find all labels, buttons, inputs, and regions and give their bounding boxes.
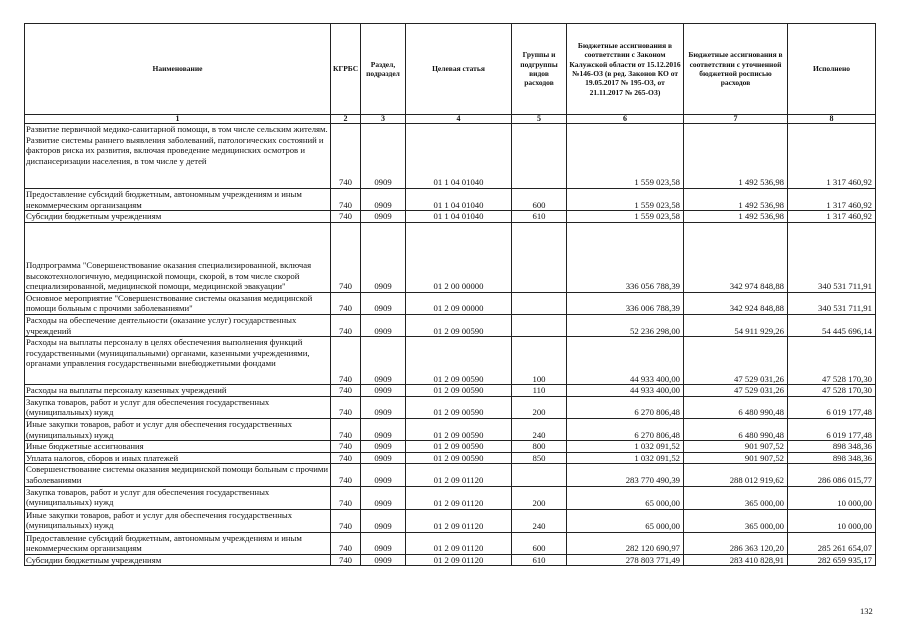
table-cell-refined: 6 480 990,48 (684, 418, 788, 440)
table-cell-name: Развитие первичной медико-санитарной помощи, в том числе сельским жителям. Развитие системы раннего выявления заболеваний, патологических состояний и факторов риска их развития, включая проведение медицинских осмотров и диспансеризации населения, в том числе у детей (25, 124, 331, 189)
table-row (25, 452, 876, 464)
table-cell-refined: 6 480 990,48 (684, 396, 788, 418)
table-cell-law: 44 933 400,00 (567, 337, 684, 385)
header-refined: Бюджетные ассигнования в соответствии с уточненной бюджетной росписью расходов (684, 24, 788, 115)
table-cell-law: 65 000,00 (567, 486, 684, 509)
table-cell-target: 01 1 04 01040 (406, 124, 512, 189)
table-row (25, 385, 876, 397)
table-cell-kgrbs: 740 (331, 385, 361, 397)
table-cell-section: 0909 (361, 189, 406, 211)
table-cell-law: 6 270 806,48 (567, 418, 684, 440)
column-index: 4 (406, 115, 512, 124)
table-cell-name: Предоставление субсидий бюджетным, автономным учреждениям и иным некоммерческим организациям (25, 532, 331, 554)
table-cell-executed: 54 445 696,14 (788, 314, 876, 336)
table-cell-executed: 47 528 170,30 (788, 385, 876, 397)
header-section: Раздел, подраздел (361, 24, 406, 115)
table-cell-section: 0909 (361, 314, 406, 336)
table-row (25, 509, 876, 532)
table-cell-kgrbs: 740 (331, 486, 361, 509)
table-cell-name: Расходы на выплаты персоналу в целях обеспечения выполнения функций государственными (муниципальными) органами, казенными учреждениями, органами управления государственными внебюджетными фондами (25, 337, 331, 385)
column-index-row (25, 115, 876, 124)
table-cell-kgrbs: 740 (331, 314, 361, 336)
header-kgrbs: КГРБС (331, 24, 361, 115)
table-cell-group: 850 (512, 452, 567, 464)
column-index: 1 (25, 115, 331, 124)
table-cell-law: 1 559 023,58 (567, 211, 684, 223)
table-cell-name: Субсидии бюджетным учреждениям (25, 554, 331, 566)
table-cell-refined: 901 907,52 (684, 452, 788, 464)
table-cell-name: Совершенствование системы оказания медицинской помощи больным с прочими заболеваниями (25, 464, 331, 486)
table-cell-kgrbs: 740 (331, 441, 361, 453)
table-cell-section: 0909 (361, 441, 406, 453)
table-cell-target: 01 2 09 00590 (406, 441, 512, 453)
table-row (25, 396, 876, 418)
table-cell-name: Расходы на выплаты персоналу казенных учреждений (25, 385, 331, 397)
table-cell-name: Расходы на обеспечение деятельности (оказание услуг) государственных учреждений (25, 314, 331, 336)
table-cell-kgrbs: 740 (331, 532, 361, 554)
table-cell-group (512, 464, 567, 486)
table-cell-group: 100 (512, 337, 567, 385)
table-cell-target: 01 2 09 01120 (406, 554, 512, 566)
table-row (25, 486, 876, 509)
table-cell-group: 240 (512, 509, 567, 532)
table-cell-executed: 6 019 177,48 (788, 418, 876, 440)
table-row (25, 554, 876, 566)
table-cell-refined: 54 911 929,26 (684, 314, 788, 336)
table-cell-kgrbs: 740 (331, 124, 361, 189)
table-cell-name: Иные закупки товаров, работ и услуг для обеспечения государственных (муниципальных) нужд (25, 509, 331, 532)
table-header-row (25, 24, 876, 115)
budget-table (24, 23, 876, 566)
column-index: 5 (512, 115, 567, 124)
table-cell-target: 01 2 09 00590 (406, 418, 512, 440)
table-cell-law: 1 032 091,52 (567, 441, 684, 453)
table-cell-kgrbs: 740 (331, 292, 361, 314)
table-cell-kgrbs: 740 (331, 452, 361, 464)
column-index: 8 (788, 115, 876, 124)
table-row (25, 222, 876, 292)
header-executed: Исполнено (788, 24, 876, 115)
table-cell-kgrbs: 740 (331, 554, 361, 566)
table-cell-name: Закупка товаров, работ и услуг для обеспечения государственных (муниципальных) нужд (25, 486, 331, 509)
table-cell-executed: 340 531 711,91 (788, 292, 876, 314)
table-cell-law: 1 559 023,58 (567, 189, 684, 211)
table-row (25, 337, 876, 385)
table-cell-name: Уплата налогов, сборов и иных платежей (25, 452, 331, 464)
table-cell-kgrbs: 740 (331, 337, 361, 385)
table-cell-executed: 1 317 460,92 (788, 211, 876, 223)
table-cell-refined: 365 000,00 (684, 509, 788, 532)
table-cell-group (512, 314, 567, 336)
table-cell-kgrbs: 740 (331, 189, 361, 211)
table-cell-law: 282 120 690,97 (567, 532, 684, 554)
table-cell-target: 01 2 09 00590 (406, 385, 512, 397)
table-cell-refined: 283 410 828,91 (684, 554, 788, 566)
table-cell-refined: 365 000,00 (684, 486, 788, 509)
table-cell-section: 0909 (361, 532, 406, 554)
table-cell-group: 200 (512, 396, 567, 418)
table-cell-group: 200 (512, 486, 567, 509)
table-row (25, 314, 876, 336)
table-cell-kgrbs: 740 (331, 211, 361, 223)
table-cell-executed: 282 659 935,17 (788, 554, 876, 566)
table-cell-target: 01 2 09 01120 (406, 532, 512, 554)
column-index: 2 (331, 115, 361, 124)
table-cell-group: 610 (512, 554, 567, 566)
table-cell-law: 1 559 023,58 (567, 124, 684, 189)
table-row (25, 532, 876, 554)
table-cell-executed: 286 086 015,77 (788, 464, 876, 486)
table-cell-executed: 47 528 170,30 (788, 337, 876, 385)
table-cell-section: 0909 (361, 452, 406, 464)
column-index: 3 (361, 115, 406, 124)
page-number: 132 (860, 606, 873, 616)
table-cell-name: Предоставление субсидий бюджетным, автономным учреждениям и иным некоммерческим организациям (25, 189, 331, 211)
table-cell-target: 01 2 09 01120 (406, 486, 512, 509)
table-cell-group (512, 292, 567, 314)
table-cell-name: Закупка товаров, работ и услуг для обеспечения государственных (муниципальных) нужд (25, 396, 331, 418)
table-body (25, 124, 876, 566)
table-cell-group: 110 (512, 385, 567, 397)
table-cell-kgrbs: 740 (331, 464, 361, 486)
table-cell-section: 0909 (361, 554, 406, 566)
table-row (25, 418, 876, 440)
table-cell-section: 0909 (361, 486, 406, 509)
table-cell-target: 01 2 09 01120 (406, 509, 512, 532)
table-cell-section: 0909 (361, 292, 406, 314)
table-cell-law: 44 933 400,00 (567, 385, 684, 397)
table-row (25, 292, 876, 314)
table-cell-name: Иные закупки товаров, работ и услуг для обеспечения государственных (муниципальных) нужд (25, 418, 331, 440)
table-row (25, 464, 876, 486)
table-cell-executed: 10 000,00 (788, 509, 876, 532)
table-cell-law: 1 032 091,52 (567, 452, 684, 464)
table-cell-executed: 898 348,36 (788, 441, 876, 453)
column-index: 7 (684, 115, 788, 124)
table-cell-target: 01 2 09 01120 (406, 464, 512, 486)
table-cell-refined: 1 492 536,98 (684, 124, 788, 189)
table-cell-group (512, 124, 567, 189)
table-cell-kgrbs: 740 (331, 222, 361, 292)
table-cell-target: 01 1 04 01040 (406, 211, 512, 223)
table-cell-name: Подпрограмма "Совершенствование оказания специализированной, включая высокотехнологичную, медицинской помощи, скорой, в том числе скорой специализированной, медицинской помощи, медицинской эвакуации" (25, 222, 331, 292)
table-cell-refined: 47 529 031,26 (684, 385, 788, 397)
table-cell-executed: 898 348,36 (788, 452, 876, 464)
table-cell-executed: 285 261 654,07 (788, 532, 876, 554)
table-cell-section: 0909 (361, 222, 406, 292)
table-cell-section: 0909 (361, 396, 406, 418)
table-cell-section: 0909 (361, 124, 406, 189)
table-cell-group (512, 222, 567, 292)
table-cell-section: 0909 (361, 418, 406, 440)
table-row (25, 189, 876, 211)
table-cell-section: 0909 (361, 211, 406, 223)
table-cell-section: 0909 (361, 509, 406, 532)
table-cell-refined: 288 012 919,62 (684, 464, 788, 486)
table-cell-law: 6 270 806,48 (567, 396, 684, 418)
table-cell-group: 600 (512, 189, 567, 211)
table-row (25, 211, 876, 223)
header-law: Бюджетные ассигнования в соответствии с Законом Калужской области от 15.12.2016 №146-ОЗ (в ред. Законов КО от 19.05.2017 № 195-ОЗ, от 21.11.2017 № 265-ОЗ) (567, 24, 684, 115)
table-cell-kgrbs: 740 (331, 396, 361, 418)
table-cell-law: 278 803 771,49 (567, 554, 684, 566)
table-cell-refined: 1 492 536,98 (684, 189, 788, 211)
table-cell-refined: 342 924 848,88 (684, 292, 788, 314)
table-cell-group: 610 (512, 211, 567, 223)
table-cell-target: 01 2 09 00590 (406, 452, 512, 464)
table-row (25, 124, 876, 189)
table-cell-refined: 1 492 536,98 (684, 211, 788, 223)
column-index: 6 (567, 115, 684, 124)
table-cell-refined: 286 363 120,20 (684, 532, 788, 554)
table-cell-executed: 1 317 460,92 (788, 189, 876, 211)
table-cell-section: 0909 (361, 385, 406, 397)
table-cell-group: 240 (512, 418, 567, 440)
table-cell-name: Субсидии бюджетным учреждениям (25, 211, 331, 223)
table-cell-group: 600 (512, 532, 567, 554)
table-cell-target: 01 2 09 00590 (406, 396, 512, 418)
table-cell-executed: 340 531 711,91 (788, 222, 876, 292)
table-cell-name: Иные бюджетные ассигнования (25, 441, 331, 453)
header-target: Целевая статья (406, 24, 512, 115)
table-cell-refined: 342 974 848,88 (684, 222, 788, 292)
table-cell-law: 283 770 490,39 (567, 464, 684, 486)
table-cell-target: 01 2 09 00590 (406, 337, 512, 385)
table-cell-kgrbs: 740 (331, 509, 361, 532)
table-row (25, 441, 876, 453)
header-groups: Группы и подгруппы видов расходов (512, 24, 567, 115)
table-cell-group: 800 (512, 441, 567, 453)
header-name: Наименование (25, 24, 331, 115)
table-cell-kgrbs: 740 (331, 418, 361, 440)
table-cell-executed: 6 019 177,48 (788, 396, 876, 418)
table-cell-target: 01 2 09 00000 (406, 292, 512, 314)
table-cell-section: 0909 (361, 464, 406, 486)
table-cell-target: 01 1 04 01040 (406, 189, 512, 211)
table-cell-section: 0909 (361, 337, 406, 385)
table-cell-target: 01 2 09 00590 (406, 314, 512, 336)
table-cell-executed: 10 000,00 (788, 486, 876, 509)
table-cell-executed: 1 317 460,92 (788, 124, 876, 189)
table-cell-law: 65 000,00 (567, 509, 684, 532)
table-cell-law: 336 056 788,39 (567, 222, 684, 292)
table-cell-law: 336 006 788,39 (567, 292, 684, 314)
table-cell-refined: 47 529 031,26 (684, 337, 788, 385)
table-cell-name: Основное мероприятие "Совершенствование системы оказания медицинской помощи больным с прочими заболеваниями" (25, 292, 331, 314)
table-cell-refined: 901 907,52 (684, 441, 788, 453)
table-cell-target: 01 2 00 00000 (406, 222, 512, 292)
table-cell-law: 52 236 298,00 (567, 314, 684, 336)
